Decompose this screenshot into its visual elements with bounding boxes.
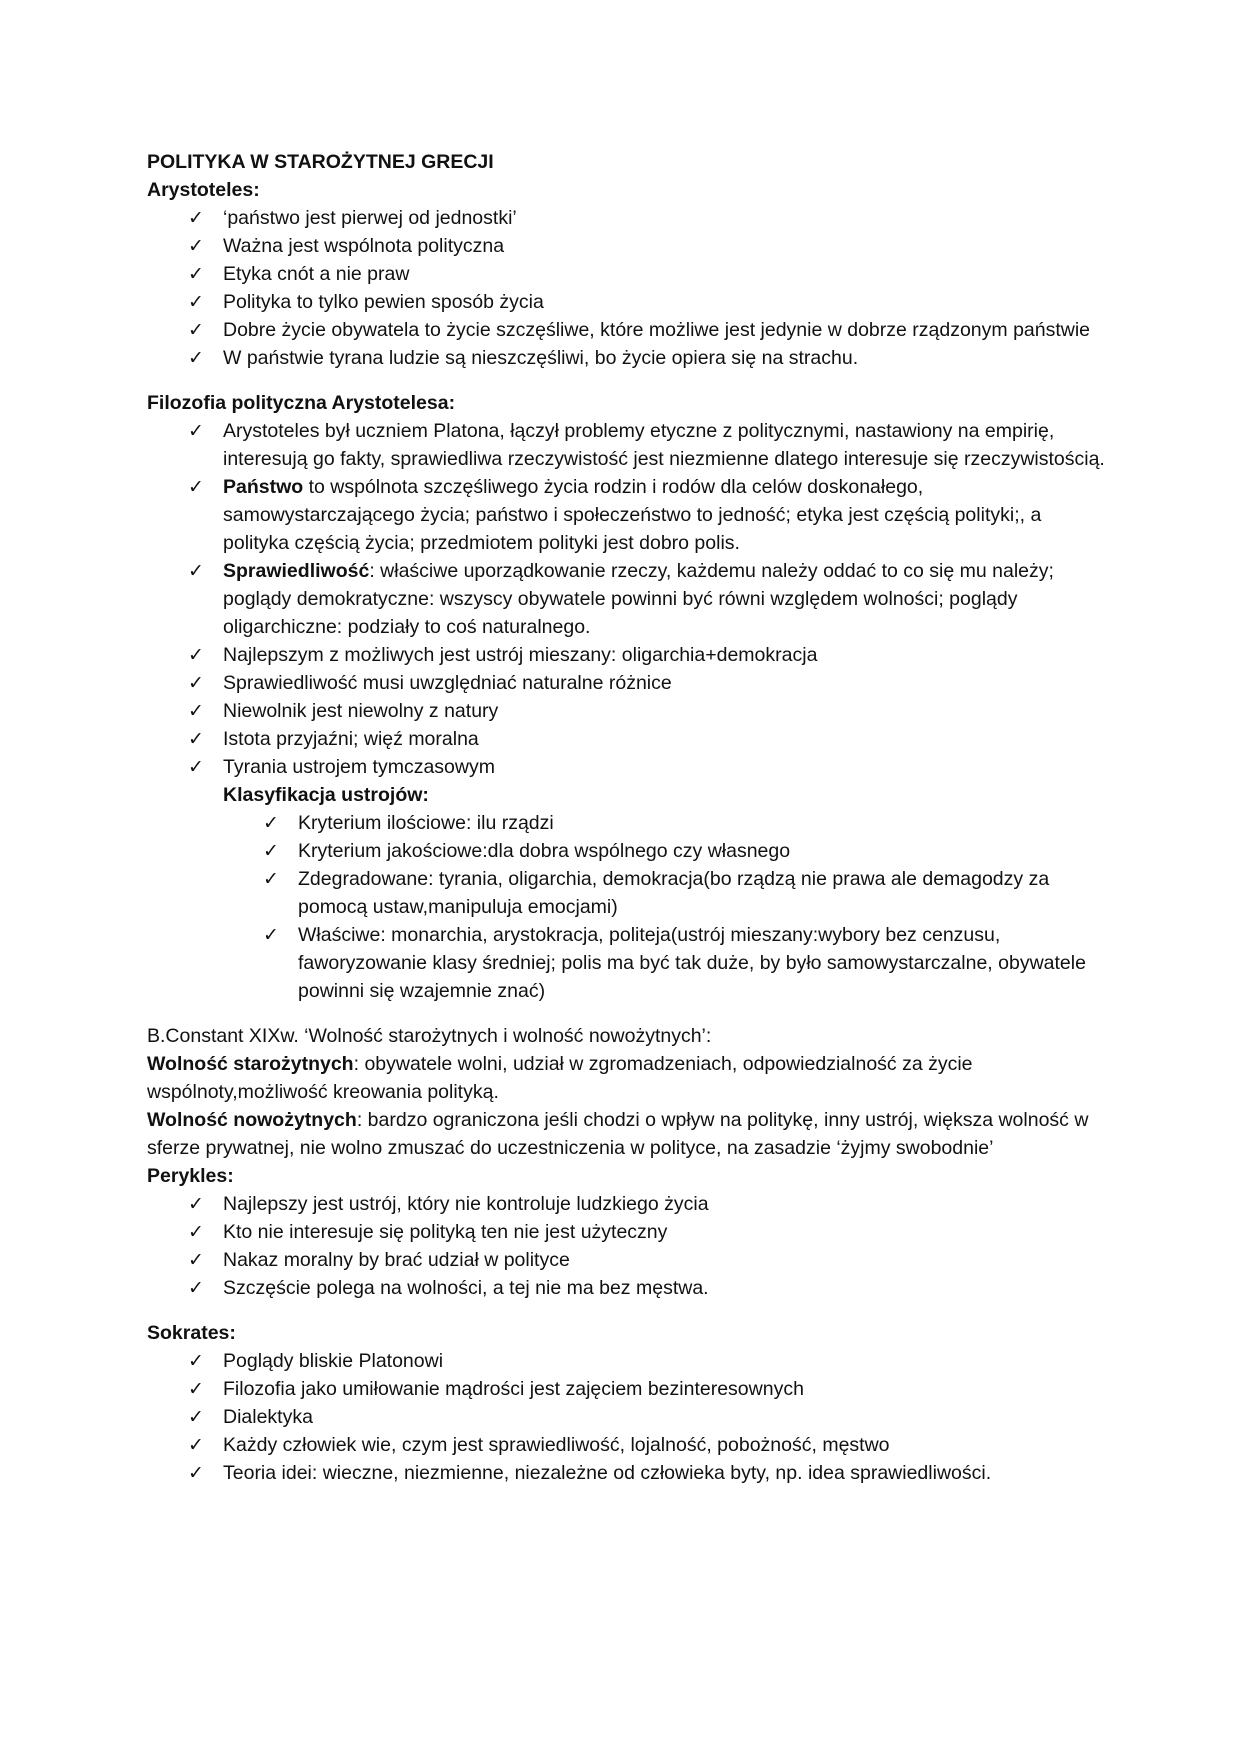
list-item: ✓ Dialektyka xyxy=(147,1403,1107,1431)
list-item: ✓ Niewolnik jest niewolny z natury xyxy=(147,697,1107,725)
philosophy-list xyxy=(147,417,1107,781)
list-item: ✓ Sprawiedliwość: właściwe uporządkowanie rzeczy, każdemu należy oddać to co się mu należy; poglądy demokratyczne: wszyscy obywatele powinni być równi względem wolności; poglądy oligarchiczne: podziały to coś naturalnego. xyxy=(147,557,1107,641)
checkmark-icon: ✓ xyxy=(188,1221,204,1243)
list-item: ✓ Poglądy bliskie Platonowi xyxy=(147,1347,1107,1375)
list-item: ✓ Dobre życie obywatela to życie szczęśliwe, które możliwe jest jedynie w dobrze rządzonym państwie xyxy=(147,316,1107,344)
constant-intro: B.Constant XIXw. ‘Wolność starożytnych i wolność nowożytnych’: xyxy=(147,1025,712,1047)
list-item: ✓ Filozofia jako umiłowanie mądrości jest zajęciem bezinteresownych xyxy=(147,1375,1107,1403)
checkmark-icon: ✓ xyxy=(188,728,204,750)
checkmark-icon: ✓ xyxy=(188,476,204,498)
checkmark-icon: ✓ xyxy=(188,1277,204,1299)
list-item: ✓ Tyrania ustrojem tymczasowym xyxy=(147,753,1107,781)
checkmark-icon: ✓ xyxy=(263,868,279,890)
philosophy-heading: Filozofia polityczna Arystotelesa: xyxy=(147,392,456,414)
list-item: ✓ Właściwe: monarchia, arystokracja, politeja(ustrój mieszany:wybory bez cenzusu, faworyzowanie klasy średniej; polis ma być tak duże, by było samowystarczalne, obywatele powinni się wzajemnie znać) xyxy=(147,921,1107,1005)
socrates-list xyxy=(147,1347,1107,1487)
checkmark-icon: ✓ xyxy=(188,291,204,313)
checkmark-icon: ✓ xyxy=(188,1193,204,1215)
checkmark-icon: ✓ xyxy=(188,1462,204,1484)
classification-list xyxy=(147,809,1107,1005)
list-item: ✓ Kryterium ilościowe: ilu rządzi xyxy=(147,809,1107,837)
document-page xyxy=(147,148,1107,1487)
checkmark-icon: ✓ xyxy=(188,700,204,722)
checkmark-icon: ✓ xyxy=(188,560,204,582)
checkmark-icon: ✓ xyxy=(188,1249,204,1271)
list-item: ✓ Najlepszym z możliwych jest ustrój mieszany: oligarchia+demokracja xyxy=(147,641,1107,669)
list-item: ✓ Teoria idei: wieczne, niezmienne, niezależne od człowieka byty, np. idea sprawiedliwości. xyxy=(147,1459,1107,1487)
checkmark-icon: ✓ xyxy=(263,840,279,862)
classification-heading: Klasyfikacja ustrojów: xyxy=(223,784,429,806)
list-item: ✓ Sprawiedliwość musi uwzględniać naturalne różnice xyxy=(147,669,1107,697)
list-item: ✓ Państwo to wspólnota szczęśliwego życia rodzin i rodów dla celów doskonałego, samowystarczającego życia; państwo i społeczeństwo to jedność; etyka jest częścią polityki;, a polityka częścią życia; przedmiotem polityki jest dobro polis. xyxy=(147,473,1107,557)
list-item: ✓ Arystoteles był uczniem Platona, łączył problemy etyczne z politycznymi, nastawiony na empirię, interesują go fakty, sprawiedliwa rzeczywistość jest niezmienne dlatego interesuje się rzeczywistością. xyxy=(147,417,1107,473)
checkmark-icon: ✓ xyxy=(188,319,204,341)
checkmark-icon: ✓ xyxy=(188,263,204,285)
list-item: ✓ ‘państwo jest pierwej od jednostki’ xyxy=(147,204,1107,232)
checkmark-icon: ✓ xyxy=(188,235,204,257)
pericles-list xyxy=(147,1190,1107,1302)
list-item: ✓ Etyka cnót a nie praw xyxy=(147,260,1107,288)
checkmark-icon: ✓ xyxy=(188,1350,204,1372)
list-item: ✓ Szczęście polega na wolności, a tej nie ma bez męstwa. xyxy=(147,1274,1107,1302)
checkmark-icon: ✓ xyxy=(188,207,204,229)
checkmark-icon: ✓ xyxy=(188,672,204,694)
document-title: POLITYKA W STAROŻYTNEJ GRECJI xyxy=(147,151,494,173)
checkmark-icon: ✓ xyxy=(188,644,204,666)
checkmark-icon: ✓ xyxy=(263,924,279,946)
term-modern-liberty: Wolność nowożytnych xyxy=(147,1109,357,1131)
term-sprawiedliwosc: Sprawiedliwość xyxy=(223,560,370,582)
checkmark-icon: ✓ xyxy=(263,812,279,834)
list-item: ✓ Każdy człowiek wie, czym jest sprawiedliwość, lojalność, pobożność, męstwo xyxy=(147,1431,1107,1459)
checkmark-icon: ✓ xyxy=(188,420,204,442)
list-item: ✓ Najlepszy jest ustrój, który nie kontroluje ludzkiego życia xyxy=(147,1190,1107,1218)
ancient-liberty-paragraph: Wolność starożytnych: obywatele wolni, udział w zgromadzeniach, odpowiedzialność za życie wspólnoty,możliwość kreowania polityką. xyxy=(147,1053,973,1103)
list-item: ✓ W państwie tyrana ludzie są nieszczęśliwi, bo życie opiera się na strachu. xyxy=(147,344,1107,372)
term-panstwo: Państwo xyxy=(223,476,304,498)
list-item: ✓ Istota przyjaźni; więź moralna xyxy=(147,725,1107,753)
list-item: ✓ Ważna jest wspólnota polityczna xyxy=(147,232,1107,260)
list-item: ✓ Polityka to tylko pewien sposób życia xyxy=(147,288,1107,316)
checkmark-icon: ✓ xyxy=(188,347,204,369)
list-item: ✓ Kto nie interesuje się polityką ten nie jest użyteczny xyxy=(147,1218,1107,1246)
pericles-heading: Perykles: xyxy=(147,1165,234,1187)
checkmark-icon: ✓ xyxy=(188,756,204,778)
checkmark-icon: ✓ xyxy=(188,1406,204,1428)
list-item: ✓ Kryterium jakościowe:dla dobra wspólnego czy własnego xyxy=(147,837,1107,865)
checkmark-icon: ✓ xyxy=(188,1434,204,1456)
list-item: ✓ Nakaz moralny by brać udział w polityce xyxy=(147,1246,1107,1274)
aristotle-heading: Arystoteles: xyxy=(147,179,260,201)
term-ancient-liberty: Wolność starożytnych xyxy=(147,1053,354,1075)
list-item: ✓ Zdegradowane: tyrania, oligarchia, demokracja(bo rządzą nie prawa ale demagodzy za pomocą ustaw,manipuluja emocjami) xyxy=(147,865,1107,921)
modern-liberty-paragraph: Wolność nowożytnych: bardzo ograniczona jeśli chodzi o wpływ na politykę, inny ustrój, większa wolność w sferze prywatnej, nie wolno zmuszać do uczestniczenia w polityce, na zasadzie ‘żyjmy swobodnie’ xyxy=(147,1109,1089,1159)
checkmark-icon: ✓ xyxy=(188,1378,204,1400)
socrates-heading: Sokrates: xyxy=(147,1322,236,1344)
aristotle-list xyxy=(147,204,1107,372)
